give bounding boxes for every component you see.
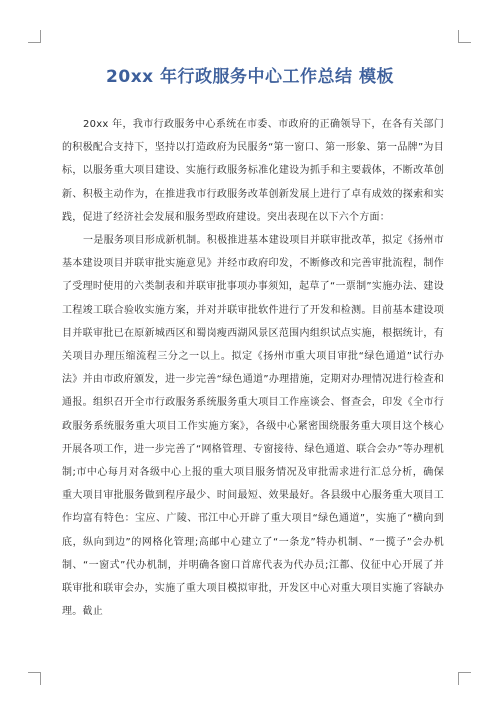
- paragraph-intro: 20xx 年，我市行政服务中心系统在市委、市政府的正确领导下，在各有关部门的积极配合支持下，坚持以打造政府为民服务“第一窗口、第一形象、第一品牌”为目标，以服务重大项目建设、实施行政服务标准化建设为抓手和主要载体，不断改革创新、积极主动作为，在推进我市行政服务改革创新发展上进行了卓有成效的探索和实践，促进了经济社会发展和服务型政府建设。突出表现在以下六个方面：: [62, 119, 444, 223]
- crop-mark-bottom-right: [458, 672, 471, 685]
- crop-mark-bottom-left: [28, 672, 41, 685]
- paragraph-first-aspect: 一是服务项目形成新机制。积极推进基本建设项目并联审批改革，拟定《扬州市基本建设项目并联审批实施意见》并经市政府印发，不断修改和完善审批流程，制作了受理时使用的六类制表和并联审批事项办事须知，起草了“一票制”实施办法、建设工程竣工联合验收实施方案，并对并联审批软件进行了开发和检测。目前基本建设项目并联审批已在原新城西区和蜀岗瘦西湖风景区范围内组织试点实施，根据统计，有关项目办理压缩流程三分之一以上。拟定《扬州市重大项目审批“绿色通道”试行办法》并由市政府颁发，进一步完善“绿色通道”办理措施，定期对办理情况进行检查和通报。组织召开全市行政服务系统服务重大项目工作座谈会、督查会，印发《全市行政服务系统服务重大项目工作实施方案》，各级中心紧密围绕服务重大项目这个核心开展各项工作，进一步完善了“网格管理、专窗接待、绿色通道、联合会办”等办理机制;市中心每月对各级中心上报的重大项目服务情况及审批需求进行汇总分析，确保重大项目审批服务做到程序最少、时间最短、效果最好。各县级中心服务重大项目工作均富有特色：宝应、广陵、邗江中心开辟了重大项目“绿色通道”，实施了“横向到底，纵向到边”的网格化管理;高邮中心建立了“一条龙”特办机制、“一揽子”会办机制、“一窗式”代办机制，并明确各窗口首席代表为代办员;江都、仪征中心开展了并联审批和联审会办，实施了重大项目模拟审批，开发区中心对重大项目实施了容缺办理。截止: [62, 235, 444, 618]
- document-title: 20xx 年行政服务中心工作总结 模板: [106, 67, 394, 87]
- document-body: [62, 113, 444, 623]
- crop-mark-top-left: [28, 30, 41, 43]
- crop-mark-top-right: [458, 30, 471, 43]
